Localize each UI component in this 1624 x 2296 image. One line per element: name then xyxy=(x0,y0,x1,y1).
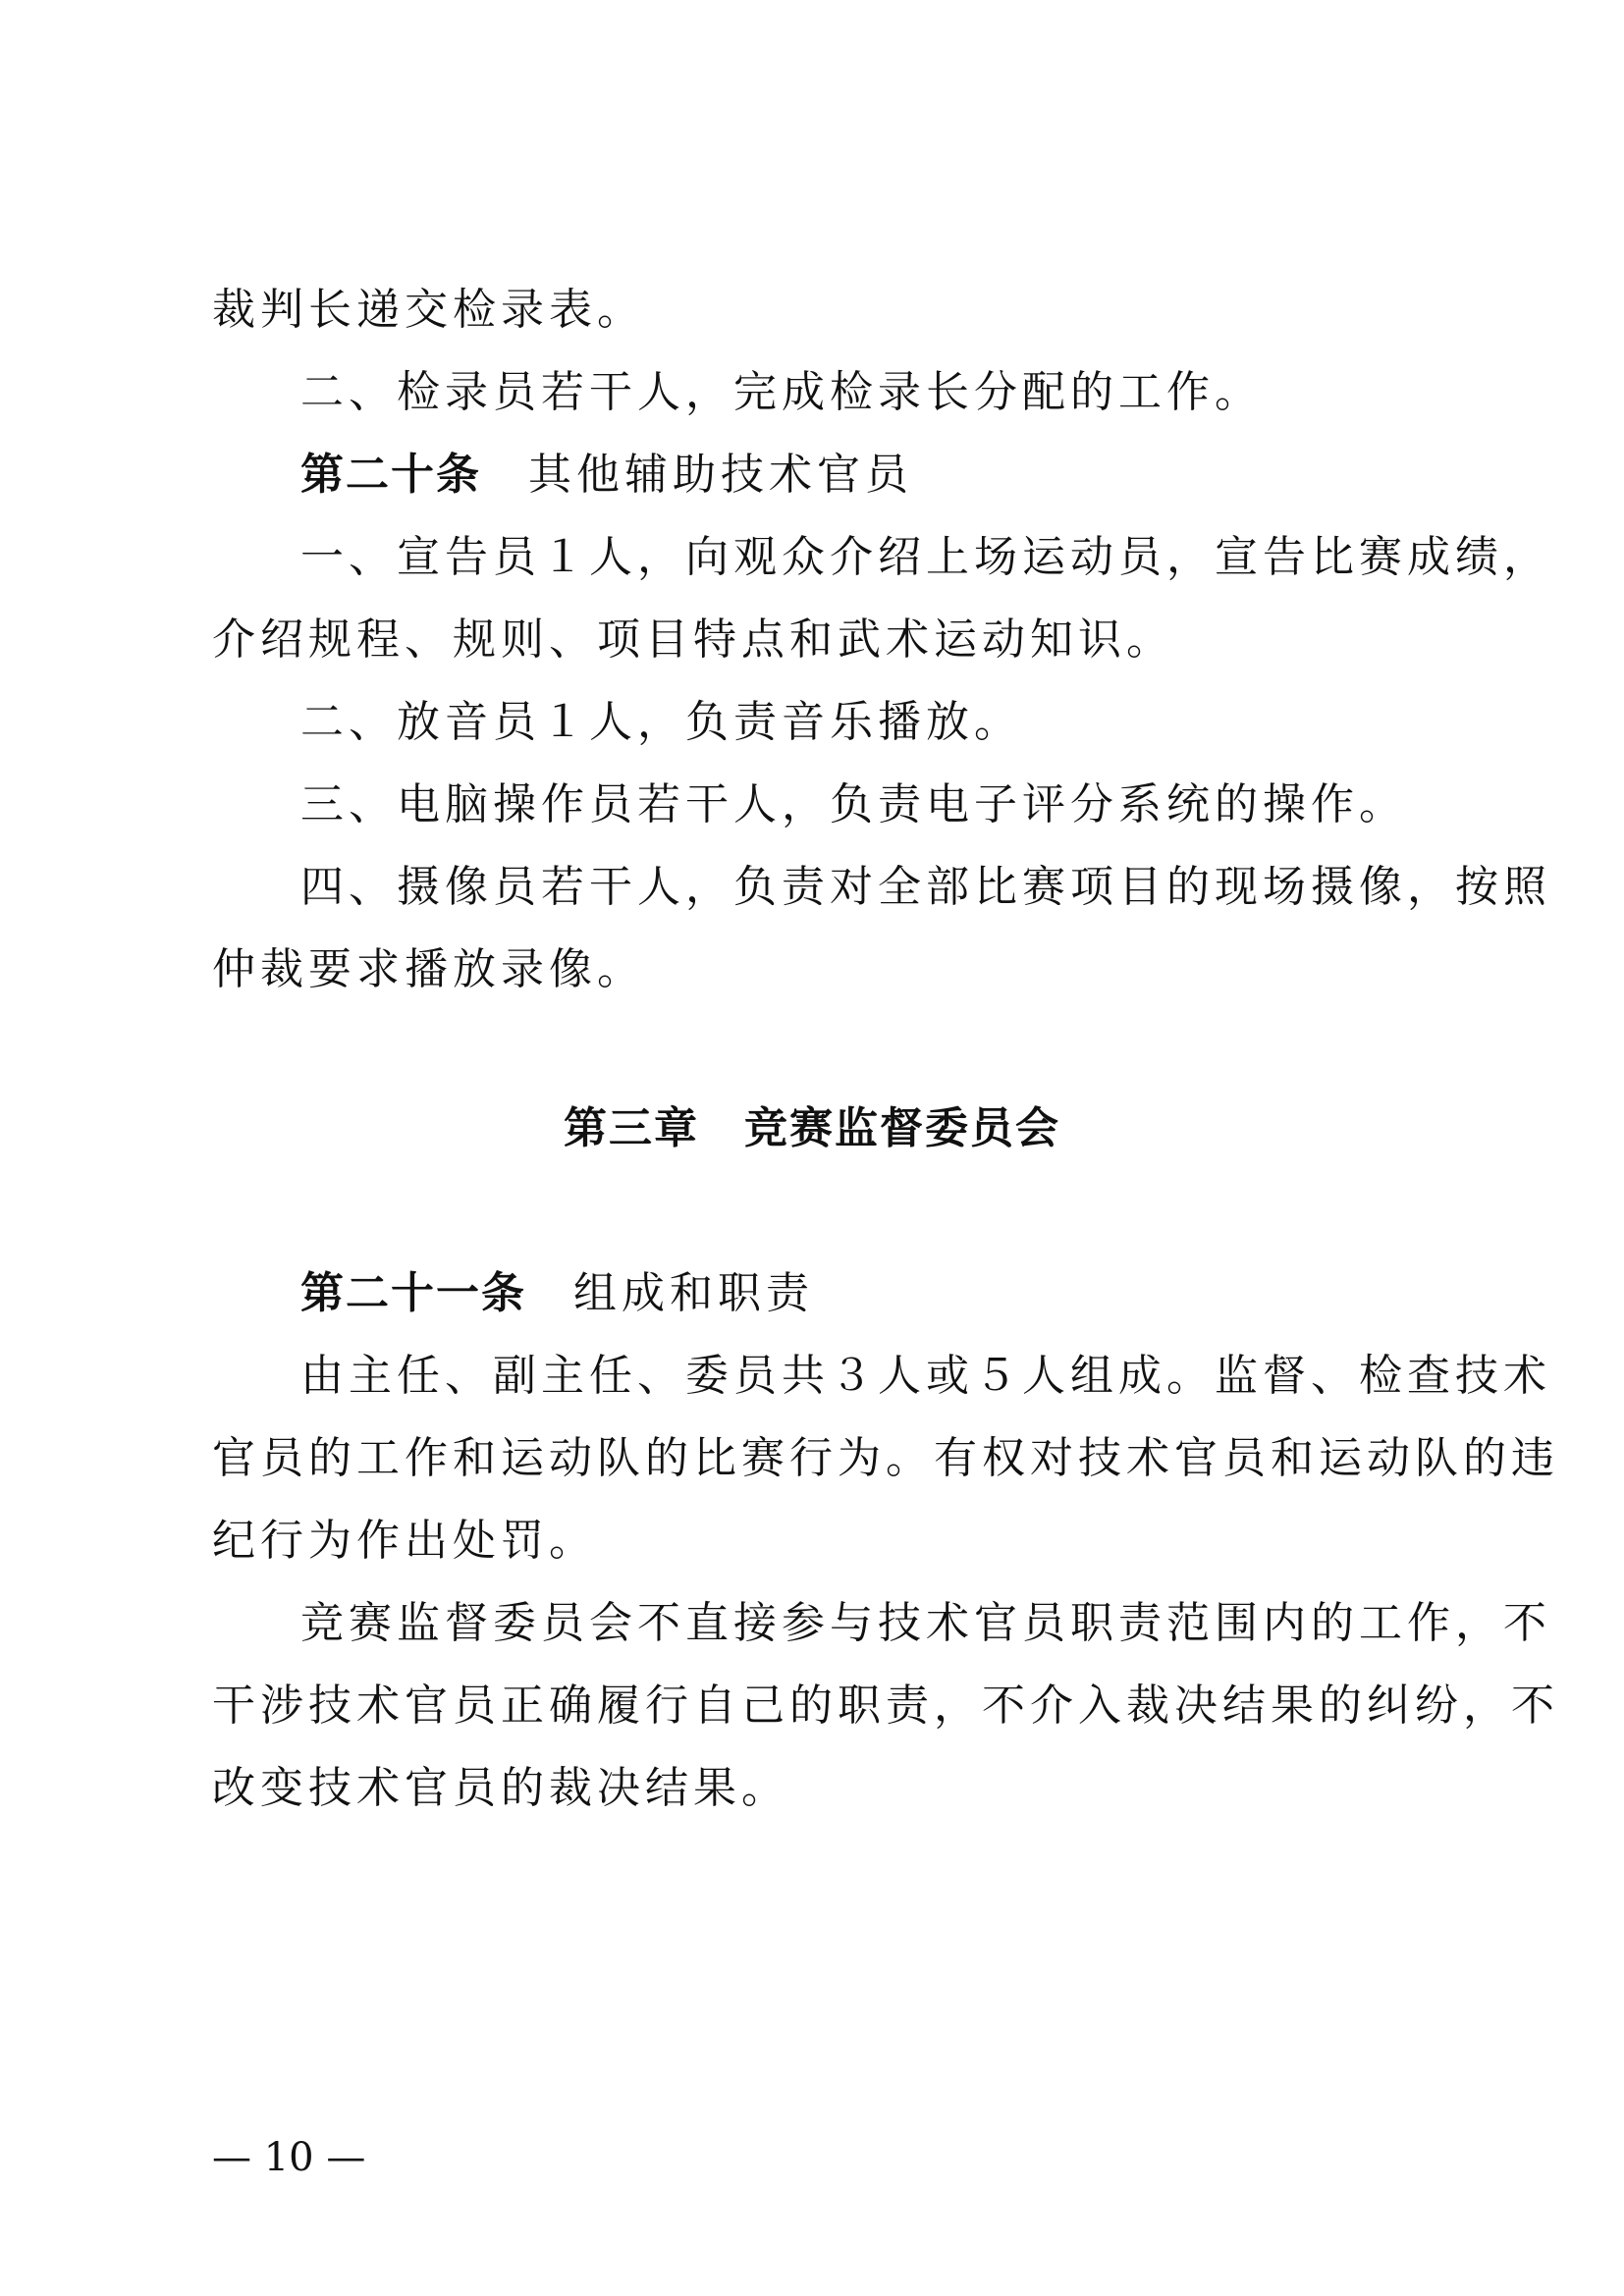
paragraph-line: 四、摄像员若干人，负责对全部比赛项目的现场摄像，按照 xyxy=(300,862,1551,912)
paragraph-line: 二、放音员１人，负责音乐播放。 xyxy=(300,697,1022,747)
article-number: 第二十条 xyxy=(300,450,481,500)
paragraph-line: 三、电脑操作员若干人，负责电子评分系统的操作。 xyxy=(300,779,1407,829)
paragraph-line: 由主任、副主任、委员共３人或５人组成。监督、检查技术 xyxy=(300,1351,1551,1401)
paragraph-line: 竞赛监督委员会不直接参与技术官员职责范围内的工作，不 xyxy=(300,1598,1551,1648)
paragraph-line: 裁判长递交检录表。 xyxy=(212,285,645,335)
article-20-heading xyxy=(300,446,913,505)
paragraph-line: 仲裁要求播放录像。 xyxy=(212,944,645,994)
paragraph-line: 干涉技术官员正确履行自己的职责，不介入裁决结果的纠纷，不 xyxy=(212,1681,1559,1731)
article-21-heading xyxy=(300,1264,814,1323)
paragraph-line: 纪行为作出处罚。 xyxy=(212,1516,597,1566)
chapter-number: 第三章 xyxy=(564,1103,699,1153)
article-title: 组成和职责 xyxy=(573,1268,814,1318)
article-number: 第二十一条 xyxy=(300,1268,526,1318)
paragraph-line: 官员的工作和运动队的比赛行为。有权对技术官员和运动队的违 xyxy=(212,1433,1559,1483)
paragraph-line: 介绍规程、规则、项目特点和武术运动知识。 xyxy=(212,614,1174,665)
paragraph-line: 一、宣告员１人，向观众介绍上场运动员，宣告比赛成绩， xyxy=(300,532,1551,582)
paragraph-line: 二、检录员若干人，完成检录长分配的工作。 xyxy=(300,367,1263,417)
paragraph-line: 改变技术官员的裁决结果。 xyxy=(212,1763,789,1813)
page-number: — 10 — xyxy=(212,2135,366,2180)
chapter-title: 竞赛监督委员会 xyxy=(744,1103,1060,1153)
chapter-heading xyxy=(0,1099,1624,1158)
article-title: 其他辅助技术官员 xyxy=(528,450,913,500)
